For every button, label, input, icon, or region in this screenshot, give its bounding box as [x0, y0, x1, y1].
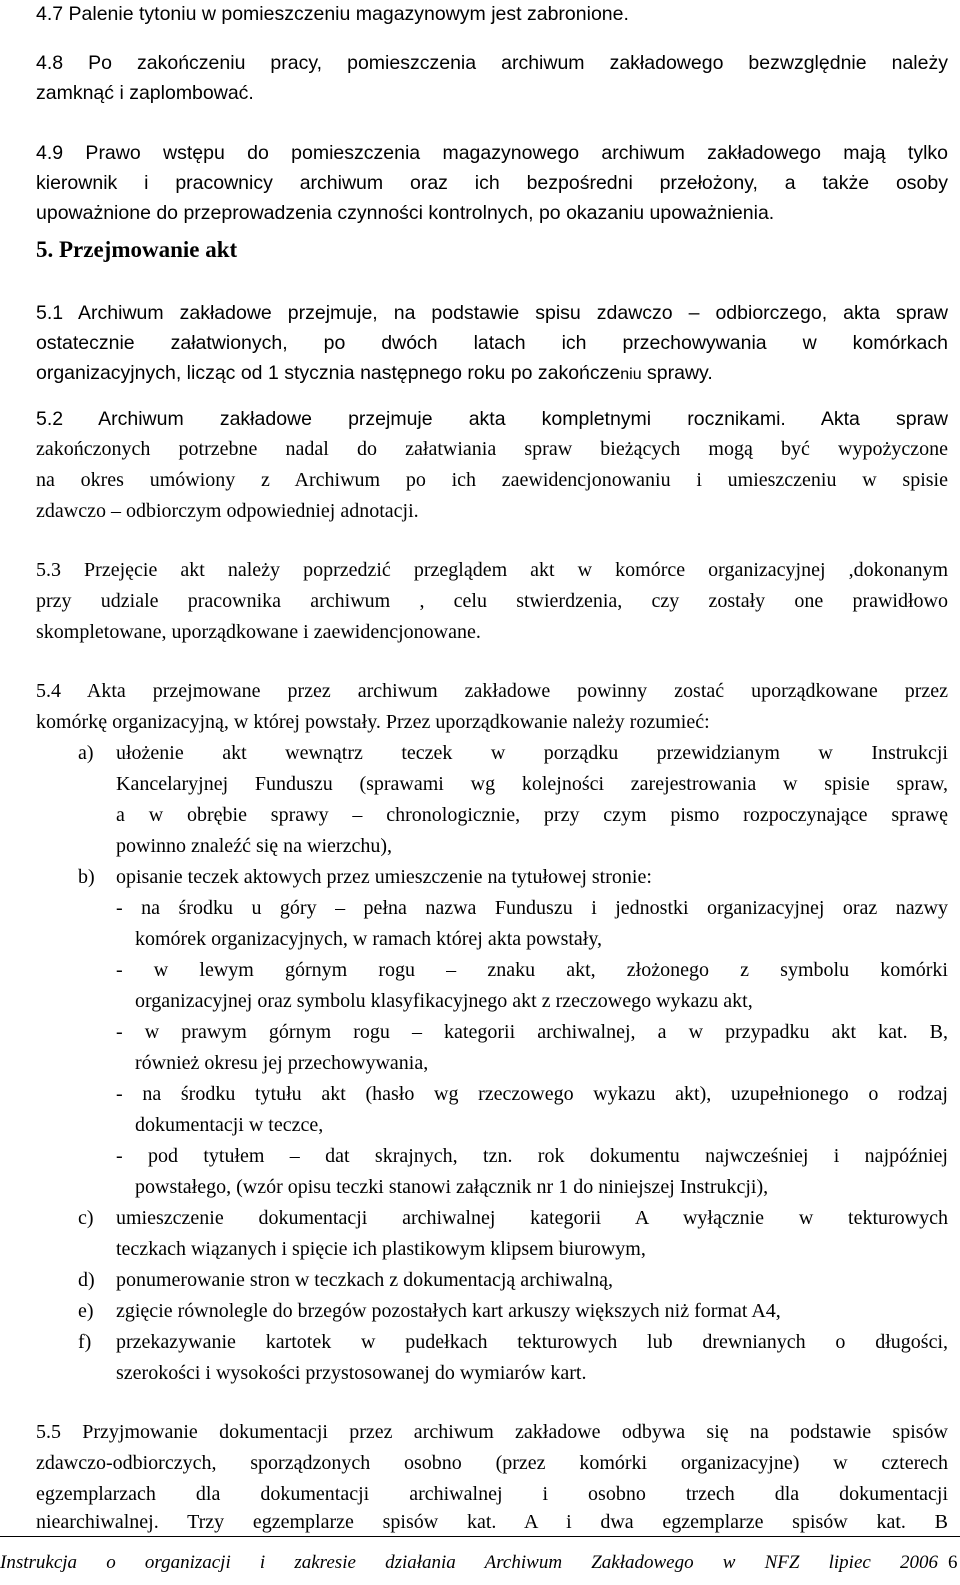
paragraph-5-5-line-1: 5.5 Przyjmowanie dokumentacji przez archiwum zakładowe odbywa się na podstawie spisów	[36, 1421, 948, 1443]
paragraph-5-2-line-2: zakończonych potrzebne nadal do załatwiania spraw bieżących mogą być wypożyczone	[36, 438, 948, 460]
list-item-a-line-3: a w obrębie sprawy – chronologicznie, przy czym pismo rozpoczynające sprawę	[116, 804, 948, 826]
paragraph-4-8-line-1: 4.8 Po zakończeniu pracy, pomieszczenia archiwum zakładowego bezwzględnie należy	[36, 52, 948, 74]
paragraph-5-5-line-3: egzemplarzach dla dokumentacji archiwalnej i osobno trzech dla dokumentacji	[36, 1483, 948, 1505]
list-label-f: f)	[78, 1331, 92, 1353]
footer-rule	[0, 1536, 960, 1537]
section-heading: 5. Przejmowanie akt	[36, 237, 238, 262]
paragraph-4-9-line-1: 4.9 Prawo wstępu do pomieszczenia magazynowego archiwum zakładowego mają tylko	[36, 142, 948, 164]
page-footer: Instrukcja o organizacji i zakresie działania Archiwum Zakładowego w NFZ lipiec 2006	[0, 1552, 938, 1573]
paragraph-5-2-line-4: zdawczo – odbiorczym odpowiedniej adnotacji.	[36, 500, 419, 522]
sub-item-4-line-2: dokumentacji w teczce,	[135, 1114, 324, 1136]
paragraph-5-3-line-3: skompletowane, uporządkowane i zaewidencjonowane.	[36, 621, 481, 643]
paragraph-4-9-line-2: kierownik i pracownicy archiwum oraz ich bezpośredni przełożony, a także osoby	[36, 172, 948, 194]
list-label-e: e)	[78, 1300, 94, 1322]
list-item-a-line-1: ułożenie akt wewnątrz teczek w porządku przewidzianym w Instrukcji	[116, 742, 948, 764]
text-run: organizacyjnych, licząc od 1 stycznia następnego roku po zakończe	[36, 362, 621, 384]
list-item-d-line-1: ponumerowanie stron w teczkach z dokumentacją archiwalną,	[116, 1269, 614, 1291]
list-item-a-line-2: Kancelaryjnej Funduszu (sprawami wg kolejności zarejestrowania w spisie spraw,	[116, 773, 948, 795]
paragraph-5-1-line-2: ostatecznie załatwionych, po dwóch latach ich przechowywania w komórkach	[36, 332, 948, 354]
list-item-e-line-1: zgięcie równolegle do brzegów pozostałych kart arkuszy większych niż format A4,	[116, 1300, 781, 1322]
paragraph-5-3-line-2: przy udziale pracownika archiwum , celu stwierdzenia, czy zostały one prawidłowo	[36, 590, 948, 612]
list-label-c: c)	[78, 1207, 94, 1229]
sub-item-3-line-1: - w prawym górnym rogu – kategorii archiwalnej, a w przypadku akt kat. B,	[116, 1021, 948, 1043]
paragraph-5-5-line-4: niearchiwalnej. Trzy egzemplarze spisów kat. A i dwa egzemplarze spisów kat. B	[36, 1511, 948, 1533]
sub-item-5-line-2: powstałego, (wzór opisu teczki stanowi załącznik nr 1 do niniejszej Instrukcji),	[135, 1176, 769, 1198]
sub-item-4-line-1: - na środku tytułu akt (hasło wg rzeczowego wykazu akt), uzupełnionego o rodzaj	[116, 1083, 948, 1105]
paragraph-5-3-line-1: 5.3 Przejęcie akt należy poprzedzić przeglądem akt w komórce organizacyjnej ,dokonanym	[36, 559, 948, 581]
paragraph-5-1-line-1: 5.1 Archiwum zakładowe przejmuje, na podstawie spisu zdawczo – odbiorczego, akta spraw	[36, 302, 948, 324]
list-item-f-line-1: przekazywanie kartotek w pudełkach tekturowych lub drewnianych o długości,	[116, 1331, 948, 1353]
paragraph-5-4-line-2: komórkę organizacyjną, w której powstały. Przez uporządkowanie należy rozumieć:	[36, 711, 710, 733]
text-run-small: niu	[620, 366, 642, 383]
list-item-c-line-2: teczkach wiązanych i spięcie ich plastikowym klipsem biurowym,	[116, 1238, 646, 1260]
sub-item-5-line-1: - pod tytułem – dat skrajnych, tzn. rok dokumentu najwcześniej i najpóźniej	[116, 1145, 948, 1167]
list-label-a: a)	[78, 742, 94, 764]
sub-item-2-line-1: - w lewym górnym rogu – znaku akt, złożonego z symbolu komórki	[116, 959, 948, 981]
sub-item-2-line-2: organizacyjnej oraz symbolu klasyfikacyjnego akt z rzeczowego wykazu akt,	[135, 990, 753, 1012]
list-item-b-line-1: opisanie teczek aktowych przez umieszczenie na tytułowej stronie:	[116, 866, 652, 888]
list-item-c-line-1: umieszczenie dokumentacji archiwalnej kategorii A wyłącznie w tekturowych	[116, 1207, 948, 1229]
paragraph-5-5-line-2: zdawczo-odbiorczych, sporządzonych osobno (przez komórki organizacyjne) w czterech	[36, 1452, 948, 1474]
sub-item-1-line-2: komórek organizacyjnych, w ramach której akta powstały,	[135, 928, 603, 950]
paragraph-5-1-line-3	[36, 359, 948, 389]
page-number: 6	[948, 1552, 958, 1573]
text-run: sprawy.	[641, 362, 713, 384]
sub-item-1-line-1: - na środku u góry – pełna nazwa Funduszu i jednostki organizacyjnej oraz nazwy	[116, 897, 948, 919]
list-label-d: d)	[78, 1269, 95, 1291]
paragraph-5-2-line-1: 5.2 Archiwum zakładowe przejmuje akta kompletnymi rocznikami. Akta spraw	[36, 408, 948, 430]
sub-item-3-line-2: również okresu jej przechowywania,	[135, 1052, 429, 1074]
list-item-f-line-2: szerokości i wysokości przystosowanej do wymiarów kart.	[116, 1362, 587, 1384]
paragraph-4-7: 4.7 Palenie tytoniu w pomieszczeniu magazynowym jest zabronione.	[36, 3, 629, 25]
list-item-a-line-4: powinno znaleźć się na wierzchu),	[116, 835, 392, 857]
list-label-b: b)	[78, 866, 95, 888]
paragraph-5-2-line-3: na okres umówiony z Archiwum po ich zaewidencjonowaniu i umieszczeniu w spisie	[36, 469, 948, 491]
paragraph-5-4-line-1: 5.4 Akta przejmowane przez archiwum zakładowe powinny zostać uporządkowane przez	[36, 680, 948, 702]
paragraph-4-9-line-3: upoważnione do przeprowadzenia czynności kontrolnych, po okazaniu upoważnienia.	[36, 202, 775, 224]
paragraph-4-8-line-2: zamknąć i zaplombować.	[36, 82, 254, 104]
